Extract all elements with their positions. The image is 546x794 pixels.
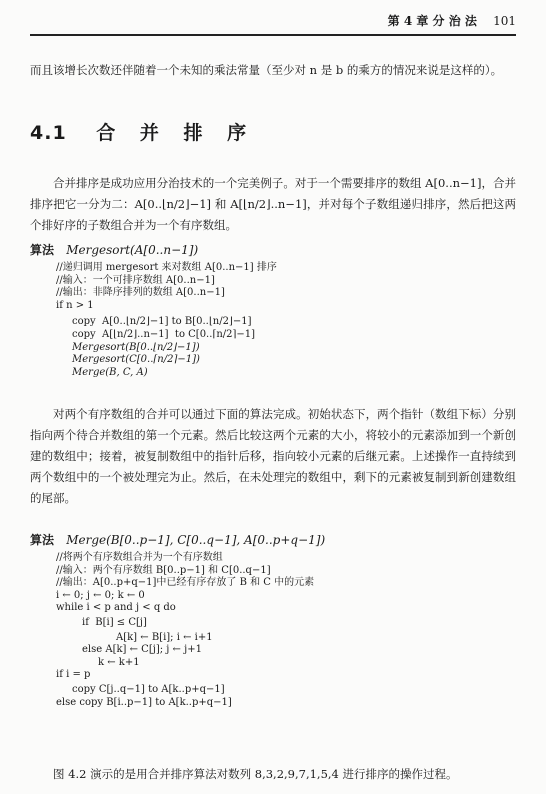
section-heading <box>30 118 255 145</box>
code-line: //将两个有序数组合并为一个有序数组 <box>56 552 223 563</box>
paragraph-merge-description: 对两个有序数组的合并可以通过下面的算法完成。初始状态下，两个指针（数组下标）分别指向两个待合并数组的第一个元素。然后比较这两个元素的大小，将较小的元素添加到一个新创建的数组中；接着，被复制数组中的指针后移，指向较小元素的后继元素。上述操作一直持续到两个数组中的一个被处理完为止。然后，在未处理完的数组中，剩下的元素被复制到新创建数组的尾部。 <box>30 407 516 505</box>
code-line: copy A[0..⌊n/2⌋−1] to B[0..⌊n/2⌋−1] <box>72 316 252 328</box>
code-line: copy C[j..q−1] to A[k..p+q−1] <box>72 683 225 695</box>
paragraph-mergesort-intro: 合并排序是成功应用分治技术的一个完美例子。对于一个需要排序的数组 A[0..n−1]，合并排序把它一分为二：A[0..⌊n/2⌋−1] 和 A[⌊n/2⌋..n−1]，并对每个子数组递归排序，然后把这两个排好序的子数组合并为一个有序数组。 <box>30 176 516 232</box>
code-line: while i < p and j < q do <box>56 602 176 614</box>
code-line: Mergesort(C[0..⌈n/2⌉−1]) <box>72 354 200 366</box>
algorithm-label: 算法 <box>30 533 55 547</box>
code-line: Mergesort(B[0..⌊n/2⌋−1]) <box>72 341 200 353</box>
algorithm-label: 算法 <box>30 243 55 257</box>
figure-caption: 图 4.2 演示的是用合并排序算法对数列 8,3,2,9,7,1,5,4 进行排序的操作过程。 <box>53 767 458 781</box>
intro-paragraph: 而且该增长次数还伴随着一个未知的乘法常量（至少对 n 是 b 的乘方的情况来说是这样的）。 <box>30 63 503 77</box>
page-header <box>30 8 516 36</box>
page-number: 101 <box>493 14 516 28</box>
algorithm-name: Merge(B[0..p−1], C[0..q−1], A[0..p+q−1]) <box>66 533 326 547</box>
chapter-title: 第 4 章 分 治 法 <box>387 14 477 28</box>
algorithm-mergesort <box>30 241 516 379</box>
code-line: copy A[⌊n/2⌋..n−1] to C[0..⌈n/2⌉−1] <box>72 328 256 340</box>
code-line: k ← k+1 <box>98 656 140 668</box>
code-line: Merge(B, C, A) <box>72 366 148 378</box>
code-line: i ← 0; j ← 0; k ← 0 <box>56 589 145 601</box>
section-number: 4.1 <box>30 122 67 144</box>
algorithm-header <box>30 241 516 259</box>
code-line: //输出：非降序排列的数组 A[0..n−1] <box>56 287 225 299</box>
algorithm-header <box>30 531 516 549</box>
code-line: //递归调用 mergesort 来对数组 A[0..n−1] 排序 <box>56 262 277 273</box>
code-line: //输入：两个有序数组 B[0..p−1] 和 C[0..q−1] <box>56 564 271 576</box>
code-line: //输入：一个可排序数组 A[0..n−1] <box>56 274 215 286</box>
code-line: if i = p <box>56 669 91 681</box>
section-title: 合 并 排 序 <box>96 122 256 144</box>
algorithm-merge <box>30 531 516 709</box>
code-line: else copy B[i..p−1] to A[k..p+q−1] <box>56 696 232 708</box>
algorithm-name: Mergesort(A[0..n−1]) <box>66 243 199 257</box>
code-line: //输出：A[0..p+q−1]中已经有序存放了 B 和 C 中的元素 <box>56 577 315 589</box>
code-line: if B[i] ≤ C[j] <box>82 616 147 628</box>
code-line: if n > 1 <box>56 299 94 311</box>
code-line: A[k] ← B[i]; i ← i+1 <box>116 631 213 643</box>
code-line: else A[k] ← C[j]; j ← j+1 <box>82 644 202 656</box>
